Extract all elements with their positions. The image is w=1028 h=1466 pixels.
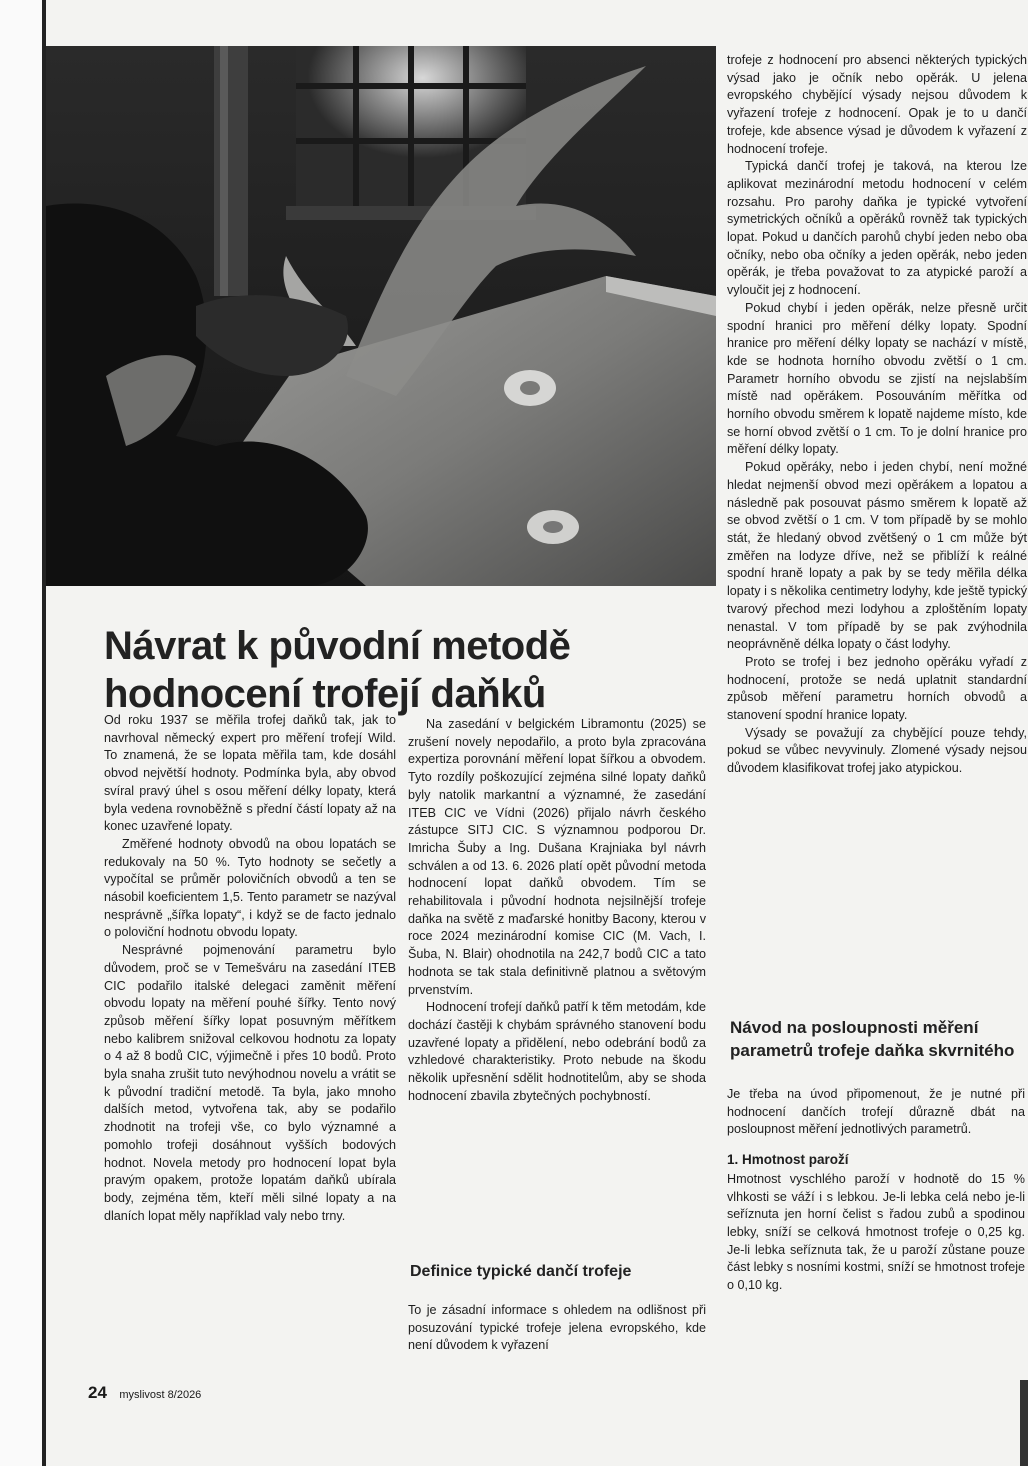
scan-edge-shadow	[1020, 1380, 1028, 1466]
paragraph: trofeje z hodnocení pro absenci některých typických výsad jako je očník nebo opěrák. U jelena evropského chybějící výsady nejsou důvodem k vyřazení trofeje z hodnocení. Opak je to u dančí trofeje, kde absence výsad je důvodem k vyřazení z hodnocení trofeje.	[727, 53, 1027, 156]
paragraph: Typická dančí trofej je taková, na kterou lze aplikovat mezinárodní metodu hodnocení v celém rozsahu. Pro parohy daňka je typické vytvoření symetrických očníků a opěráků rovněž tak typických lopat. Pokud u dančích parohů chybí jeden nebo oba očníky, nebo oba očníky a jeden opěrák, nebo jeden opěrák, je třeba považovat to za atypické paroží a vyloučit jej z hodnocení.	[727, 159, 1027, 298]
article-photo	[46, 46, 716, 586]
item-heading-weight: 1. Hmotnost paroží	[727, 1152, 849, 1168]
paragraph: Proto se trofej i bez jednoho opěráku vyřadí z hodnocení, protože se nedá uplatnit standardní způsob měření parametru horních obvodů a stanovení spodní hranice lopaty.	[727, 654, 1027, 723]
section-heading-procedure: Návod na posloupnosti měření parametrů trofeje daňka skvrnitého	[730, 1018, 1015, 1060]
title-line-2: hodnocení trofejí daňků	[104, 672, 546, 716]
paragraph: Hodnocení trofejí daňků patří k těm metodám, kde dochází častěji k chybám správného stanovení bodu uzavřené lopaty a přidělení, nebo odebrání bodů za vzhledové charakteristiky. Proto nebude na škodu několik upřesnění sdělit hodnotitelům, aby se shoda hodnocení zbavila zbytečných pochybností.	[408, 1000, 707, 1103]
paragraph: Na zasedání v belgickém Libramontu (2025) se zrušení novely nepodařilo, a proto byla zpracována expertiza porovnání měření lopat šířkou a obvodem. Tyto rozdíly poškozující zejména silné lopaty daňků byly natolik markantní a významné, že zasedání ITEB CIC ve Vídni (2026) přijalo návrh českého zástupce SITJ CIC. S významnou podporou Dr. Imricha Šuby a Ing. Dušana Krajniaka byl návrh schválen a od 13. 6. 2026 platí opět původní metoda hodnocení lopat daňků obvodem. Tím se rehabilitovala i původní hodnota nejsilnější trofeje daňka na světě z maďarské honitby Bacony, kterou v roce 2024 mezinárodní komise CIC (M. Vach, I. Šuba, N. Blair) ohodnotila na 242,7 bodů CIC a tato hodnota se tak stala definitivně platnou a světovým prvenstvím.	[408, 717, 706, 997]
paragraph: Změřené hodnoty obvodů na obou lopatách se redukovaly na 50 %. Tyto hodnoty se sečetly a vypočítal se průměr polovičních obvodů a ten se násobil koeficientem 1,5. Tento parametr se nazýval nesprávně „šířka lopaty“, i když se de facto jednalo o poloviční hodnotu obvodu lopaty.	[104, 836, 396, 940]
paragraph: Nesprávné pojmenování parametru bylo důvodem, proč se v Temešváru na zasedání ITEB CIC podařilo italské delegaci zaměnit měření obvodu lopaty na měření pouhé šířky. Tento nový způsob měření šířky lopat posuvným měřítkem nebo kalibrem snižoval celkovou hodnotu za lopaty o 4 až 8 bodů CIC, výjimečně i přes 10 bodů. Proto byla snaha zrušit tuto nevýhodnou novelu a vrátit se k původní tradiční metodě. Ta byla, jako mnoho dalších metod, vytvořena tak, aby se podařilo zhodnotit na trofeji vše, co bylo významné a pomohlo trofeji dosáhnout vyšších bodových hodnot. Novela metody pro hodnocení lopat byla pravým opakem, protože lopatám daňků ubírala body, zejména těm, kteří měli silné lopaty a na dlaních lopat měly například valy nebo trny.	[104, 943, 396, 1223]
paragraph: Pokud opěráky, nebo i jeden chybí, není možné hledat nejmenší obvod mezi opěrákem a lopatou a následně pak posouvat pásmo směrem k lopatě až se obvod zvětší o 1 cm. V tom případě by se mohlo stát, že hledaný obvod zvětšený o 1 cm může být změřen na lodyze dříve, než se přiblíží k reálné spodní hraně lopaty a pak by se tedy měřila délka lopaty i s několika centimetry lodyhy, kde ještě typický tvarový přechod mezi lodyhou a zploštěním lopaty nenastal. V tom případě by se pak zvýhodnila neoprávněně délka lopaty o část lodyhy.	[727, 460, 1027, 652]
page-footer	[88, 1383, 201, 1403]
section-procedure-text	[727, 1086, 1025, 1295]
article-title	[104, 622, 704, 718]
section-heading-definition: Definice typické dančí trofeje	[410, 1263, 632, 1280]
section-definition-text	[408, 1302, 706, 1355]
page-margin	[0, 0, 44, 1466]
paragraph: Pokud chybí i jeden opěrák, nelze přesně určit spodní hranici pro měření délky lopaty. Spodní hranice pro měření délky lopaty se nachází v místě, kde se hodnota horního obvodu zvětší o 1 cm. Parametr horního obvodu se zjistí na nejslabším místě nad opěrákem. Posouváním měřítka od horního obvodu směrem k lopatě najdeme místo, kde se horní obvod zvětší o 1 cm. To je dolní hranice pro měření délky lopaty.	[727, 300, 1027, 457]
page-number: 24	[88, 1383, 107, 1402]
paragraph: To je zásadní informace s ohledem na odlišnost při posuzování typické trofeje jelena evropského, kde není důvodem k vyřazení	[408, 1303, 706, 1353]
paragraph: Výsady se považují za chybějící pouze tehdy, pokud se vůbec nevyvinuly. Zlomené výsady nejsou důvodem klasifikovat trofej jako atypickou.	[727, 725, 1027, 776]
column-3	[727, 52, 1027, 778]
magazine-issue: myslivost 8/2026	[119, 1389, 202, 1401]
column-1	[104, 712, 396, 1225]
title-line-1: Návrat k původní metodě	[104, 624, 571, 668]
column-2	[408, 716, 706, 1105]
paragraph: Je třeba na úvod připomenout, že je nutné při hodnocení dančích trofejí důrazně dbát na posloupnost měření jednotlivých parametrů.	[727, 1087, 1025, 1137]
paragraph: Hmotnost vyschlého paroží v hodnotě do 15 % vlhkosti se váží i s lebkou. Je-li lebka celá nebo je-li seříznuta jen horní čelist s řadou zubů a spodinou lebky, sníží se celková hmotnost trofeje o 0,25 kg. Je-li lebka seříznuta tak, že u paroží zůstane pouze část lebky s nosními kostmi, sníží se hmotnost trofeje o 0,10 kg.	[727, 1171, 1025, 1293]
paragraph: Od roku 1937 se měřila trofej daňků tak, jak to navrhoval německý expert pro měření trofejí Wild. To znamená, že se lopata měřila tam, kde dosáhl obvod největší hodnoty. Podmínka byla, aby obvod svíral pravý úhel s osou měření délky lopaty, která byla vedena rovnoběžně s přední částí lopaty až na konec uzavřené lopaty.	[104, 713, 396, 834]
